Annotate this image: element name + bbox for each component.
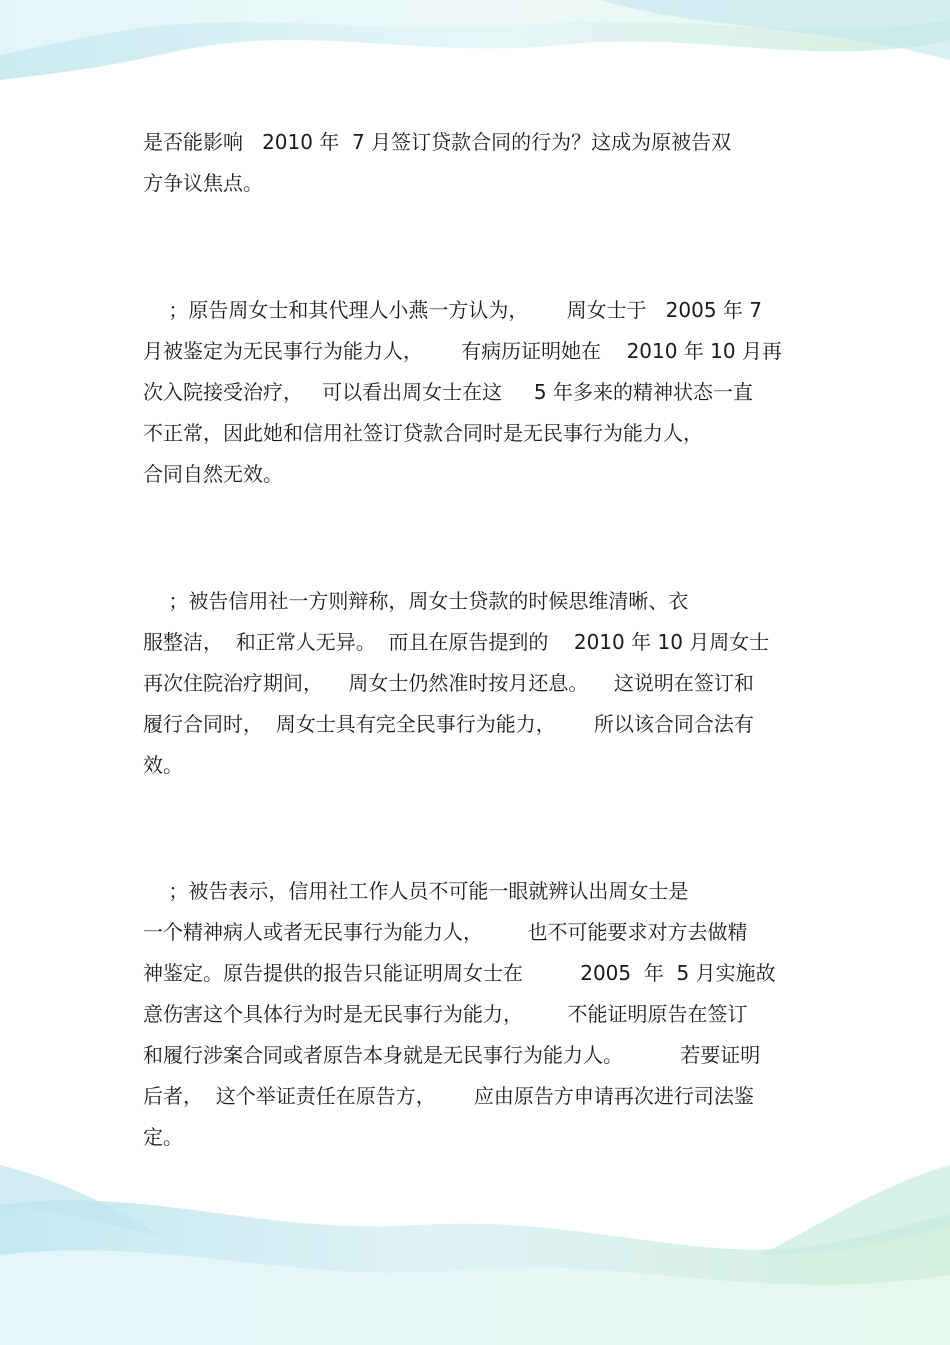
text-line: 再次住院治疗期间， 周女士仍然准时按月还息。 这说明在签订和: [143, 671, 754, 695]
text-line: 后者， 这个举证责任在原告方， 应由原告方申请再次进行司法鉴: [143, 1084, 754, 1108]
text-line: 定。: [143, 1125, 183, 1149]
text-line: 履行合同时， 周女士具有完全民事行为能力， 所以该合同合法有: [143, 712, 754, 736]
text-line: ；被告表示，信用社工作人员不可能一眼就辨认出周女士是: [143, 879, 689, 903]
text-line: 服整洁， 和正常人无异。 而且在原告提到的 2010 年 10 月周女士: [143, 630, 770, 654]
text-line: 是否能影响 2010 年 7 月签订贷款合同的行为？这成为原被告双: [143, 130, 732, 154]
paragraph-1: [143, 122, 813, 204]
document-body: [143, 122, 813, 1149]
text-line: ；被告信用社一方则辩称，周女士贷款的时候思维清晰、衣: [143, 589, 689, 613]
text-line: 一个精神病人或者无民事行为能力人， 也不可能要求对方去做精: [143, 920, 748, 944]
text-line: 方争议焦点。: [143, 171, 263, 195]
text-line: 月被鉴定为无民事行为能力人， 有病历证明她在 2010 年 10 月再: [143, 339, 782, 363]
text-line: 合同自然无效。: [143, 462, 283, 486]
text-line: 意伤害这个具体行为时是无民事行为能力， 不能证明原告在签订: [143, 1002, 748, 1026]
text-line: ；原告周女士和其代理人小燕一方认为， 周女士于 2005 年 7: [143, 298, 762, 322]
paragraph-3: [143, 581, 769, 786]
text-line: 效。: [143, 753, 183, 777]
decorative-wave-top: [0, 0, 950, 130]
text-line: 次入院接受治疗， 可以看出周女士在这 5 年多来的精神状态一直: [143, 380, 753, 404]
decorative-wave-bottom: [0, 1165, 950, 1345]
text-line: 不正常，因此她和信用社签订贷款合同时是无民事行为能力人，: [143, 421, 703, 445]
paragraph-4: [143, 871, 776, 1158]
text-line: 和履行涉案合同或者原告本身就是无民事行为能力人。 若要证明: [143, 1043, 761, 1067]
paragraph-2: [143, 290, 782, 495]
text-line: 神鉴定。原告提供的报告只能证明周女士在 2005 年 5 月实施故: [143, 961, 776, 985]
